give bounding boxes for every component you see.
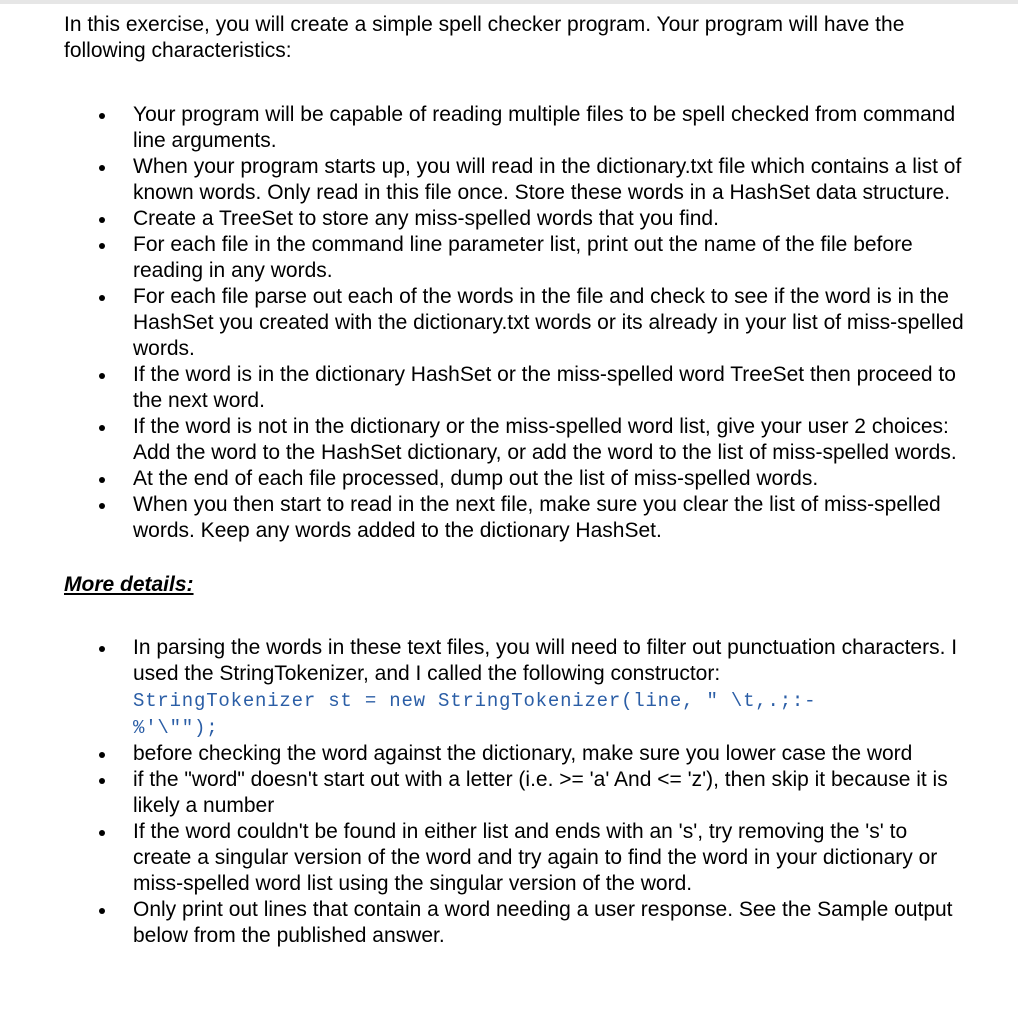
bullet-icon: [99, 295, 105, 301]
bullet-icon: [99, 477, 105, 483]
list-item: [64, 819, 964, 897]
list-item-text: In parsing the words in these text files, you will need to filter out punctuation characters. I used the StringTokenizer, and I called the following constructor:: [133, 636, 958, 685]
list-item: [64, 767, 964, 819]
bullet-icon: [99, 243, 105, 249]
list-item-text: For each file in the command line parameter list, print out the name of the file before reading in any words.: [133, 233, 913, 282]
list-item: [64, 635, 964, 741]
list-item-text: If the word is in the dictionary HashSet or the miss-spelled word TreeSet then proceed to the next word.: [133, 363, 956, 412]
page-top-rule: [0, 0, 1018, 4]
bullet-icon: [99, 165, 105, 171]
bullet-icon: [99, 503, 105, 509]
list-item-text: before checking the word against the dictionary, make sure you lower case the word: [133, 742, 913, 765]
bullet-icon: [99, 217, 105, 223]
code-snippet-line-2: %'\"");: [133, 717, 219, 739]
bullet-icon: [99, 646, 105, 652]
list-item-text: At the end of each file processed, dump out the list of miss-spelled words.: [133, 467, 819, 490]
requirements-list: [64, 102, 964, 544]
bullet-icon: [99, 752, 105, 758]
list-item-text: If the word is not in the dictionary or the miss-spelled word list, give your user 2 choices: Add the word to the HashSet dictionary, or add the word to the list of miss-spelled words.: [133, 415, 957, 464]
intro-paragraph: In this exercise, you will create a simple spell checker program. Your program will have the following characteristics:: [64, 13, 905, 62]
bullet-icon: [99, 778, 105, 784]
code-snippet-line-1: StringTokenizer st = new StringTokenizer(line, " \t,.;:-: [133, 690, 817, 712]
list-item-text: If the word couldn't be found in either list and ends with an 's', try removing the 's' to create a singular version of the word and try again to find the word in your dictionary or miss-spelled word list using the singular version of the word.: [133, 820, 938, 895]
list-item-text: When your program starts up, you will read in the dictionary.txt file which contains a list of known words. Only read in this file once. Store these words in a HashSet data structure.: [133, 155, 962, 204]
more-details-heading: More details:: [64, 573, 194, 596]
document-body: [64, 12, 964, 949]
bullet-icon: [99, 113, 105, 119]
bullet-icon: [99, 425, 105, 431]
bullet-icon: [99, 373, 105, 379]
list-item: [64, 741, 964, 767]
list-item-text: Only print out lines that contain a word needing a user response. See the Sample output below from the published answer.: [133, 898, 953, 947]
bullet-icon: [99, 830, 105, 836]
list-item: [64, 206, 964, 232]
list-item: [64, 414, 964, 466]
list-item: [64, 102, 964, 154]
list-item: [64, 492, 964, 544]
list-item-text: When you then start to read in the next file, make sure you clear the list of miss-spelled words. Keep any words added to the dictionary HashSet.: [133, 493, 941, 542]
list-item: [64, 154, 964, 206]
bullet-icon: [99, 908, 105, 914]
list-item: [64, 897, 964, 949]
list-item: [64, 232, 964, 284]
list-item-text: Your program will be capable of reading multiple files to be spell checked from command line arguments.: [133, 103, 956, 152]
list-item: [64, 284, 964, 362]
list-item-text: For each file parse out each of the words in the file and check to see if the word is in the HashSet you created with the dictionary.txt words or its already in your list of miss-spelled words.: [133, 285, 964, 360]
list-item: [64, 362, 964, 414]
list-item: [64, 466, 964, 492]
list-item-text: if the "word" doesn't start out with a letter (i.e. >= 'a' And <= 'z'), then skip it because it is likely a number: [133, 768, 948, 817]
list-item-text: Create a TreeSet to store any miss-spelled words that you find.: [133, 207, 719, 230]
details-list: [64, 635, 964, 949]
